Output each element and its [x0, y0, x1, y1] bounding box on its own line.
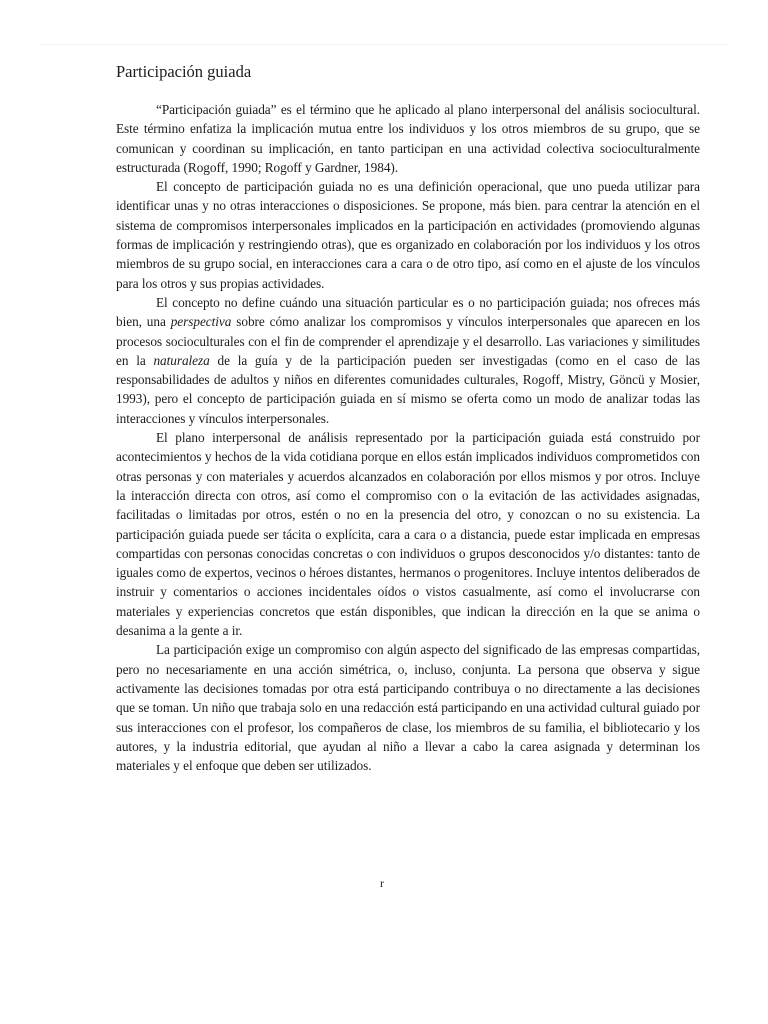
page-mark: r	[380, 876, 384, 890]
document-title: Participación guiada	[116, 62, 252, 81]
document-body	[116, 100, 700, 775]
paragraph	[116, 640, 700, 775]
italic-text: perspectiva	[170, 314, 232, 330]
paragraph-text: El concepto de participación guiada no es una definición operacional, que uno pueda utilizar para identificar unas y no otras interacciones o disposiciones. Se propone, más bien. para centrar la atención en el sistema de compromisos interpersonales implicados en la participación en actividades (promoviendo algunas formas de implicación y restringiendo otras), que es organizado en colaboración por los individuos y los otros miembros de su grupo social, en interacciones cara a cara o de otro tipo, así como en el ajuste de los vínculos para los otros y sus propias actividades.	[116, 179, 700, 291]
paragraph-text: El concepto no define cuándo una situación particular es o no participación guiada; nos ofreces más bien, una	[116, 294, 700, 330]
paragraph-text: de la guía y de la participación pueden ser investigadas (como en el caso de las responsabilidades de adultos y niños en diferentes comunidades culturales, Rogoff, Mistry, Göncü y Mosier, 1993), pero el concepto de participación guiada en sí mismo se oferta como un modo de analizar todas las interacciones y vínculos interpersonales.	[116, 352, 700, 426]
page-top-edge	[40, 44, 728, 45]
document-page	[116, 62, 700, 775]
paragraph	[116, 428, 700, 640]
paragraph	[116, 100, 700, 177]
paragraph	[116, 293, 700, 428]
italic-text: naturaleza	[153, 352, 210, 368]
paragraph-text: “Participación guiada” es el término que he aplicado al plano interpersonal del análisis sociocultural. Este término enfatiza la implicación mutua entre los individuos y los otros miembros de su grupo, que se comunican y coordinan su implicación, en tanto participan en una actividad colectiva socioculturalmente estructurada (Rogoff, 1990; Rogoff y Gardner, 1984).	[116, 102, 700, 175]
paragraph-text: La participación exige un compromiso con algún aspecto del significado de las empresas compartidas, pero no necesariamente en una acción simétrica, o, incluso, conjunta. La persona que observa y sigue activamente las decisiones tomadas por otra está participando contribuya o no directamente a las decisiones que se toman. Un niño que trabaja solo en una redacción está participando en una actividad cultural guiado por sus interacciones con el profesor, los compañeros de clase, los miembros de su familia, el bibliotecario y los autores, y la industria editorial, que ayudan al niño a llevar a cabo la carea asignada y determinan los materiales y el enfoque que deben ser utilizados.	[116, 642, 700, 774]
paragraph-text: El plano interpersonal de análisis representado por la participación guiada está construido por acontecimientos y hechos de la vida cotidiana porque en ellos están implicados individuos comprometidos con otras personas y con materiales y acuerdos alcanzados en colaboración por ellos mismos y por otros. Incluye la interacción directa con otros, así como el compromiso con o la evitación de las actividades asignadas, facilitadas o limitadas por otros, estén o no en la presencia del otro, y conozcan o no su existencia. La participación guiada puede ser tácita o explícita, cara a cara o a distancia, puede estar implicada en empresas compartidas con personas conocidas concretas o con individuos o grupos desconocidos y/o distantes: tanto de iguales como de expertos, vecinos o héroes distantes, hermanos o progenitores. Incluye intentos deliberados de instruir y comentarios o acciones incidentales oídos o vistos casualmente, así como el involucrarse con materiales y experiencias concretos que están disponibles, que indican la dirección en la que se anima o desanima a la gente a ir.	[116, 430, 700, 639]
paragraph-text: sobre cómo analizar los compromisos y vínculos interpersonales que aparecen en los procesos socioculturales con el fin de comprender el aprendizaje y el desarrollo. Las variaciones y similitudes en la	[116, 314, 700, 368]
paragraph	[116, 177, 700, 293]
